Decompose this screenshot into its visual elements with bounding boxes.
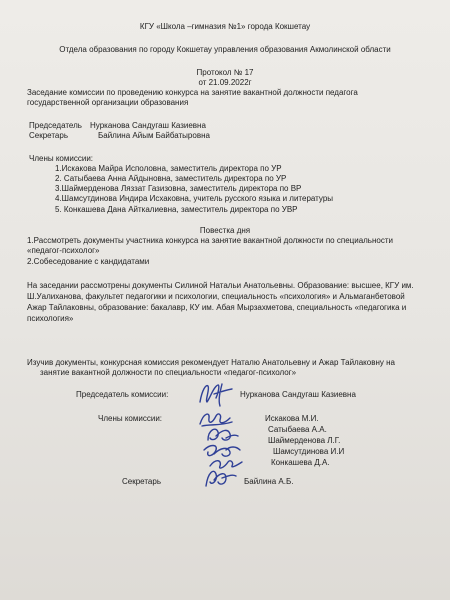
decision-line-2: занятие вакантной должности по специальности «педагог-психолог»: [40, 368, 297, 377]
agenda-item-2: 2.Собеседование с кандидатами: [27, 257, 150, 266]
decision-line-1: Изучив документы, конкурсная комиссия рекомендует Наталю Анатольевну и Ажар Тайлаковну на: [27, 358, 395, 367]
org-line-2: Отдела образования по городу Кокшетау управления образования Акмолинской области: [59, 45, 391, 54]
protocol-number: Протокол № 17: [196, 68, 254, 77]
members-title: Члены комиссии:: [29, 154, 94, 163]
protocol-subject-line-1: Заседание комиссии по проведению конкурса на занятие вакантной должности педагога: [27, 88, 358, 97]
member-item: 4.Шамсутдинова Индира Исхаковна, учитель русского языка и литературы: [55, 194, 334, 203]
org-line-1: КГУ «Школа –гимназия №1» города Кокшетау: [139, 22, 311, 31]
sign-chair-name: Нурканова Сандугаш Казиевна: [240, 390, 356, 399]
member-item: 3.Шаймерденова Ляззат Газизовна, заместитель директора по ВР: [55, 184, 302, 193]
sign-member-name: Конкашева Д.А.: [271, 458, 330, 467]
meeting-text-line-4: психология»: [27, 314, 74, 323]
secretary-name: Байлина Айым Байбатыровна: [98, 131, 210, 140]
protocol-date: от 21.09.2022г: [198, 78, 252, 87]
secretary-signature-icon: [200, 466, 240, 492]
meeting-text-line-3: Ажар Тайлаковны, образование: бакалавр, КУ им. Абая Мырзахметова, специальность «педагогика и: [27, 303, 407, 312]
secretary-label: Секретарь: [29, 131, 68, 140]
member-item: 5. Конкашева Дана Айткалиевна, заместитель директора по УВР: [55, 205, 298, 214]
chair-signature-icon: [196, 380, 236, 410]
chair-label: Председатель: [29, 121, 82, 130]
meeting-text-line-1: На заседании рассмотрены документы Силиной Натальи Анатольевны. Образование: высшее, КГУ им.: [27, 281, 414, 290]
sign-secretary-name: Байлина А.Б.: [244, 477, 294, 486]
protocol-subject-line-2: государственной организации образования: [27, 98, 189, 107]
sign-member-name: Сатыбаева А.А.: [268, 425, 327, 434]
chair-name: Нурканова Сандугаш Казиевна: [90, 121, 206, 130]
agenda-title: Повестка дня: [199, 226, 251, 235]
member-item: 1.Искакова Майра Исполовна, заместитель директора по УР: [55, 164, 282, 173]
sign-chair-label: Председатель комиссии:: [76, 390, 169, 399]
meeting-text-line-2: Ш.Уалиханова, факультет педагогики и психологии, специальность «психология» и Альмаганбетовой: [27, 292, 405, 301]
sign-members-label: Члены комиссии:: [98, 414, 163, 423]
sign-member-name: Шаймерденова Л.Г.: [268, 436, 341, 445]
member-item: 2. Сатыбаева Анна Айдыновна, заместитель директора по УР: [55, 174, 287, 183]
sign-member-name: Шамсутдинова И.И: [273, 447, 345, 456]
sign-member-name: Искакова М.И.: [265, 414, 319, 423]
agenda-item-1-line-2: «педагог-психолог»: [27, 246, 100, 255]
sign-secretary-label: Секретарь: [122, 477, 161, 486]
agenda-item-1-line-1: 1.Рассмотреть документы участника конкурса на занятие вакантной должности по специальности: [27, 236, 393, 245]
